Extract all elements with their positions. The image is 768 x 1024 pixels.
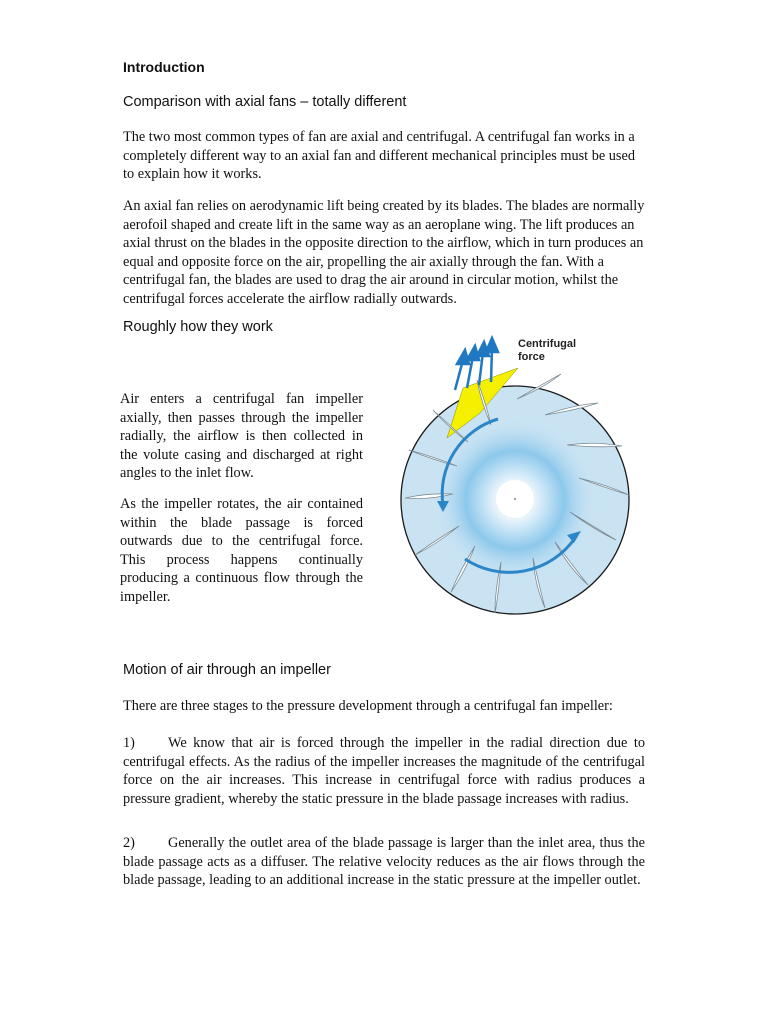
heading-roughly: Roughly how they work <box>123 319 273 335</box>
paragraph-three-stages: There are three stages to the pressure development through a centrifugal fan impeller: <box>123 698 613 714</box>
paragraph-air-enters: Air enters a centrifugal fan impeller axially, then passes through the impeller radially, the airflow is then collected in the volute casing and discharged at right angles to the inlet flow. <box>120 391 363 481</box>
heading-introduction: Introduction <box>123 59 205 75</box>
paragraph-two-types: The two most common types of fan are axial and centrifugal. A centrifugal fan works in a completely different way to an axial fan and different mechanical principles must be used to explain how it works. <box>123 129 635 182</box>
list-item-1-text: We know that air is forced through the impeller in the radial direction due to centrifugal effects. As the radius of the impeller increases the magnitude of the centrifugal force on the air increases. This increase in centrifugal force with radius produces a pressure gradient, whereby the static pressure in the blade passage increases with radius. <box>123 735 645 807</box>
figure-label-line2: force <box>518 351 545 363</box>
centrifugal-fan-diagram <box>395 330 685 630</box>
figure-label-line1: Centrifugal <box>518 338 577 350</box>
list-item-1-number: 1) <box>123 735 135 751</box>
paragraph-impeller-rotates: As the impeller rotates, the air contained within the blade passage is forced outwards due to the centrifugal force. This process happens continually producing a continuous flow through the impeller. <box>120 496 363 605</box>
list-item-1 <box>123 734 645 808</box>
heading-comparison: Comparison with axial fans – totally different <box>123 94 407 110</box>
list-item-2 <box>123 834 645 890</box>
paragraph-axial-fan: An axial fan relies on aerodynamic lift being created by its blades. The blades are normally aerofoil shaped and create lift in the same way as an aeroplane wing. The lift produces an axial thrust on the blades in the opposite direction to the airflow, which in turn produces an equal and opposite force on the air, propelling the air axially through the fan. With a centrifugal fan, the blades are used to drag the air around in circular motion, whilst the centrifugal forces accelerate the airflow radially outwards. <box>123 198 645 307</box>
heading-motion: Motion of air through an impeller <box>123 662 331 678</box>
list-item-2-number: 2) <box>123 835 135 851</box>
list-item-2-text: Generally the outlet area of the blade passage is larger than the inlet area, thus the blade passage acts as a diffuser. The relative velocity reduces as the air flows through the blade passage, leading to an additional increase in the static pressure at the impeller outlet. <box>123 835 645 888</box>
